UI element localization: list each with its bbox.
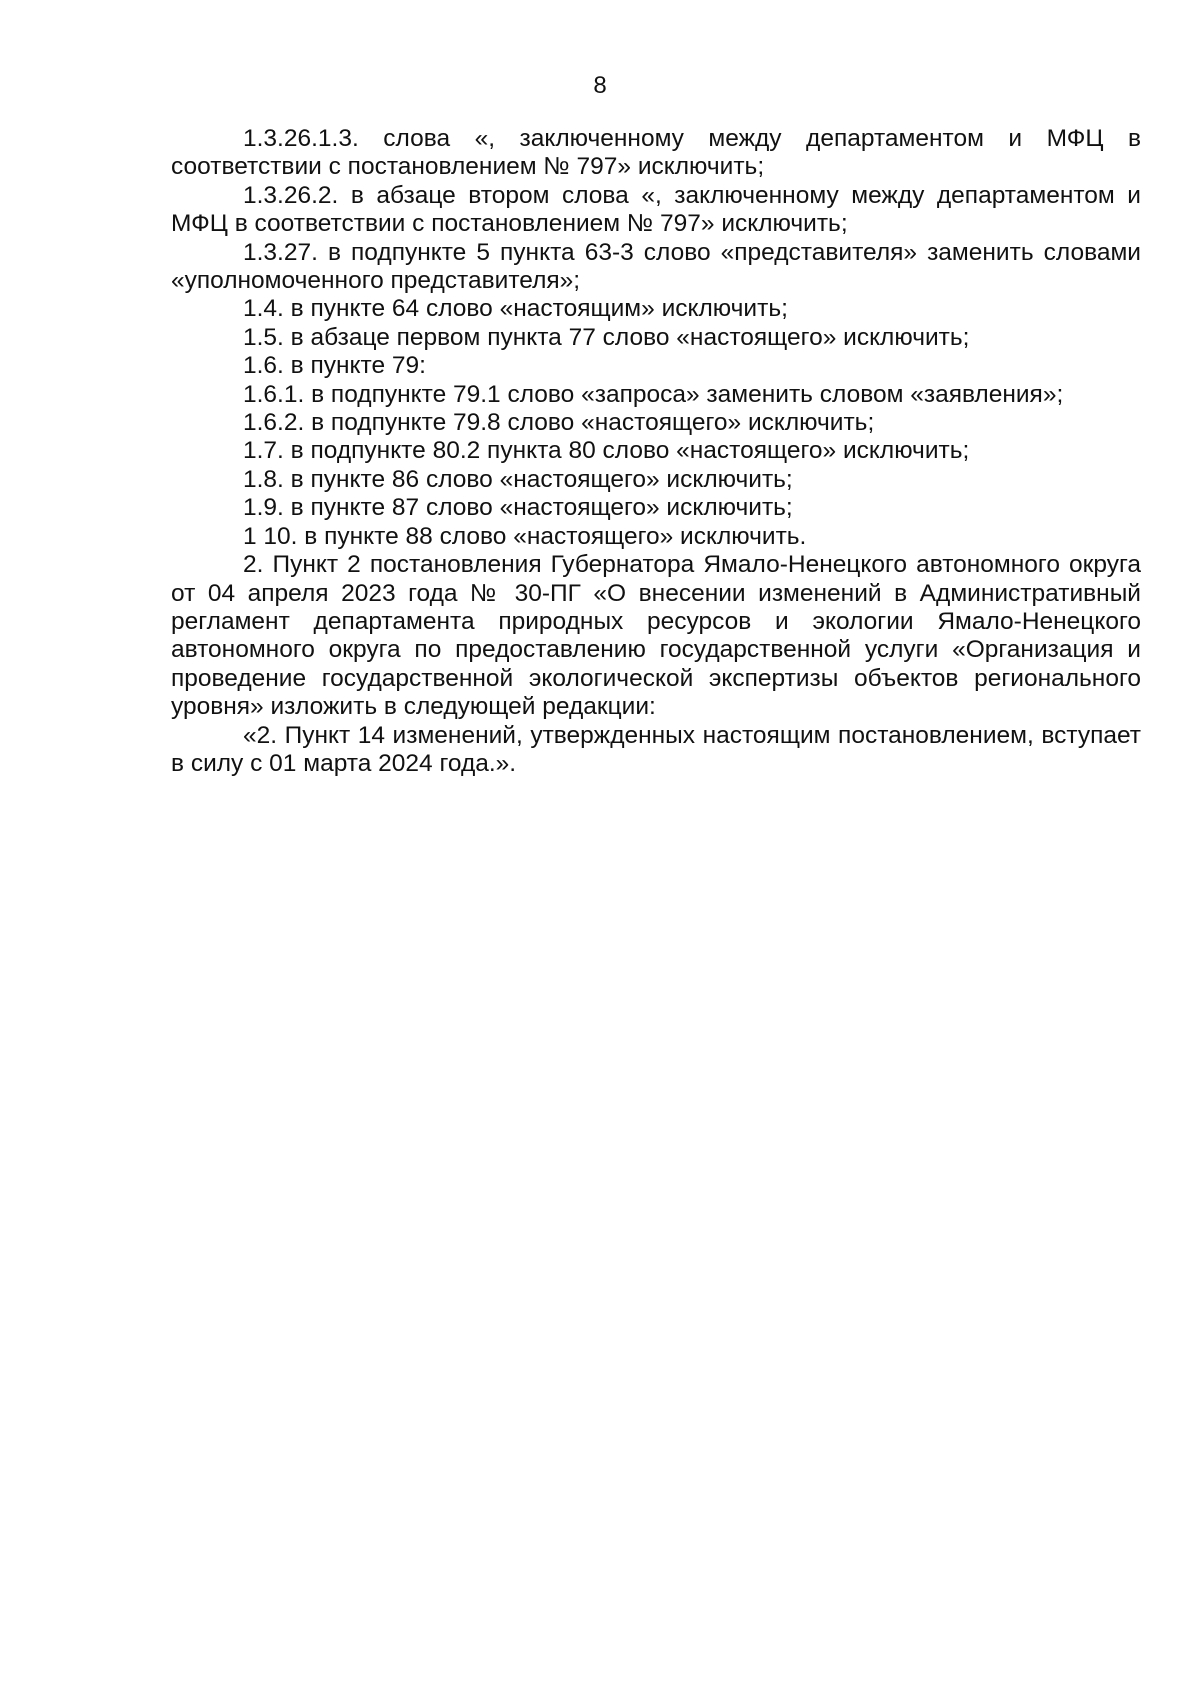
paragraph-1-3-26-2: 1.3.26.2. в абзаце втором слова «, заключенному между департаментом и МФЦ в соответствии с постановлением № 797» исключить; — [171, 181, 1141, 238]
paragraph-1-10: 1 10. в пункте 88 слово «настоящего» исключить. — [243, 522, 807, 550]
page-number: 8 — [593, 72, 607, 99]
paragraph-1-9: 1.9. в пункте 87 слово «настоящего» исключить; — [243, 494, 793, 522]
paragraph-2-quote: «2. Пункт 14 изменений, утвержденных настоящим постановлением, вступает в силу с 01 марта 2024 года.». — [171, 721, 1141, 777]
paragraph-1-3-26-1-3: 1.3.26.1.3. слова «, заключенному между департаментом и МФЦ в соответствии с постановлением № 797» исключить; — [171, 125, 1141, 181]
paragraph-1-6-2: 1.6.2. в подпункте 79.8 слово «настоящего» исключить; — [243, 409, 875, 437]
paragraph-1-4: 1.4. в пункте 64 слово «настоящим» исключить; — [243, 295, 788, 323]
document-body — [171, 125, 1141, 778]
paragraph-1-5: 1.5. в абзаце первом пункта 77 слово «настоящего» исключить; — [243, 323, 970, 351]
paragraph-1-8: 1.8. в пункте 86 слово «настоящего» исключить; — [243, 465, 793, 493]
paragraph-1-6-1: 1.6.1. в подпункте 79.1 слово «запроса» заменить словом «заявления»; — [243, 380, 1064, 408]
paragraph-1-6: 1.6. в пункте 79: — [243, 352, 426, 380]
paragraph-2: 2. Пункт 2 постановления Губернатора Ямало-Ненецкого автономного округа от 04 апреля 2023 года № 30-ПГ «О внесении изменений в Административный регламент департамента природных ресурсов и экологии Ямало-Ненецкого автономного округа по предоставлению государственной услуги «Организация и проведение государственной экологической экспертизы объектов регионального уровня» изложить в следующей редакции: — [171, 551, 1141, 721]
paragraph-1-3-27: 1.3.27. в подпункте 5 пункта 63-3 слово «представителя» заменить словами «уполномоченного представителя»; — [171, 238, 1141, 295]
paragraph-1-7: 1.7. в подпункте 80.2 пункта 80 слово «настоящего» исключить; — [243, 437, 970, 465]
